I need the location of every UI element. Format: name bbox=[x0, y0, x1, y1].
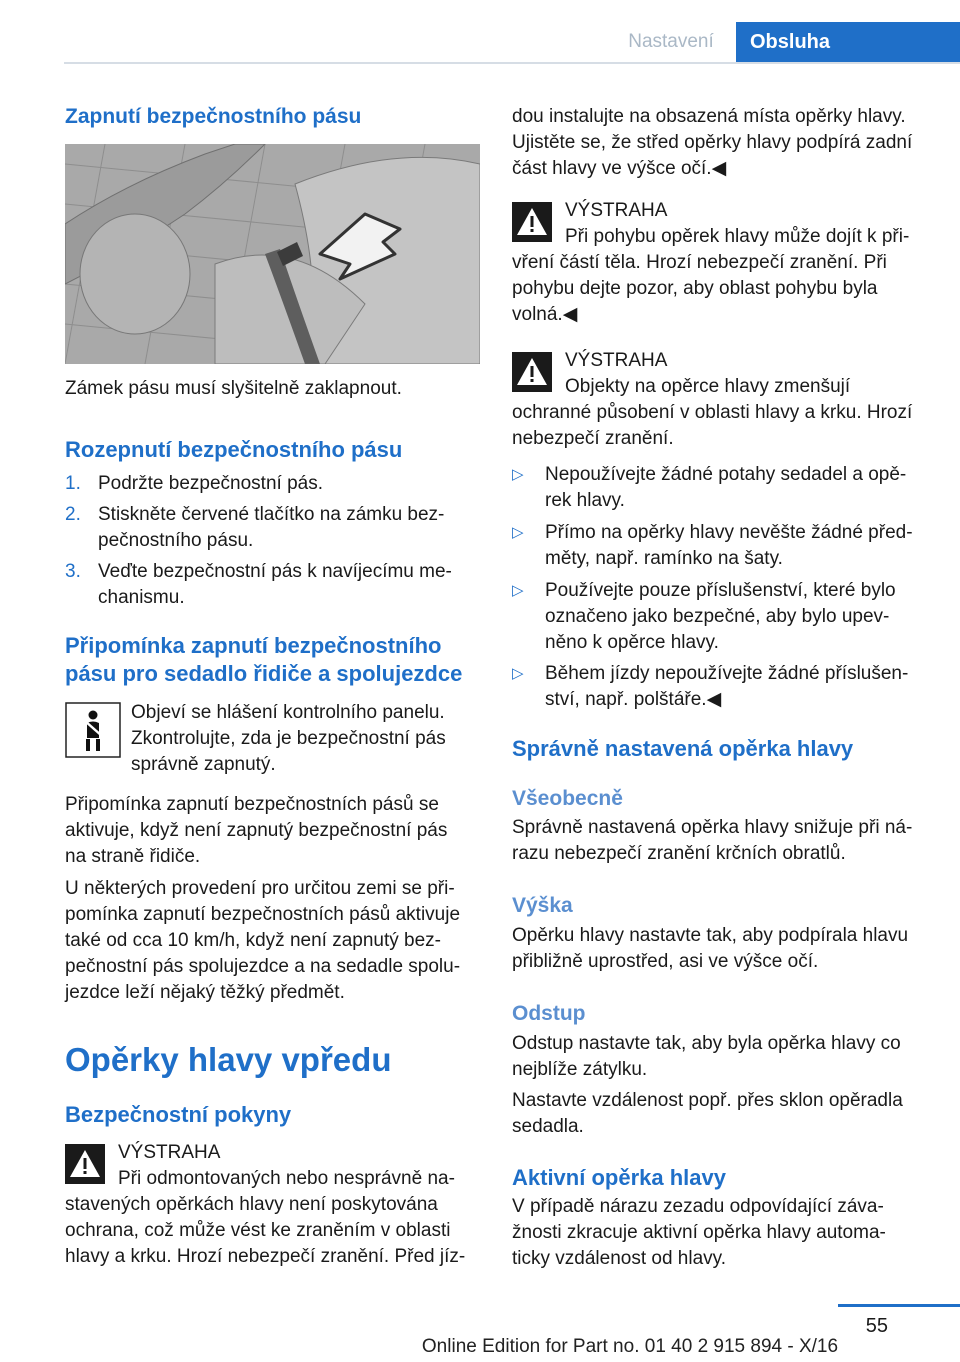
step-number: 1. bbox=[65, 473, 81, 494]
warning-triangle-icon bbox=[512, 202, 552, 242]
caption-buckle: Zámek pásu musí slyšitelně zaklapnout. bbox=[65, 378, 402, 399]
heading-belt-reminder bbox=[65, 632, 480, 688]
step-number: 3. bbox=[65, 561, 81, 582]
paragraph-height bbox=[512, 923, 932, 975]
paragraph-line: Ujistěte se, že střed opěrky hlavy podpírá zadní bbox=[512, 132, 913, 153]
heading-correct-headrest: Správně nastavená opěrka hlavy bbox=[512, 736, 854, 761]
bullet-triangle-icon: ▷ bbox=[512, 582, 524, 599]
bullet-triangle-icon: ▷ bbox=[512, 466, 524, 483]
bullet-triangle-icon: ▷ bbox=[512, 524, 524, 541]
warning-line: Při odmontovaných nebo nesprávně na‐ bbox=[118, 1168, 455, 1189]
bullet-item bbox=[512, 462, 932, 514]
step-text: chanismu. bbox=[98, 587, 185, 608]
warning-line: hlavy a krku. Hrozí nebezpečí zranění. Před jíz‐ bbox=[65, 1246, 466, 1267]
paragraph-line: také od cca 10 km/h, když není zapnutý bez‐ bbox=[65, 930, 441, 951]
paragraph-line: Odstup nastavte tak, aby byla opěrka hlavy co bbox=[512, 1033, 901, 1054]
seatbelt-buckle-photo bbox=[65, 144, 480, 364]
step-text: Veďte bezpečnostní pás k navíjecímu me‐ bbox=[98, 561, 452, 582]
heading-active-headrest: Aktivní opěrka hlavy bbox=[512, 1165, 726, 1190]
paragraph-line: V případě nárazu zezadu odpovídající záva‐ bbox=[512, 1196, 884, 1217]
heading-front-headrests: Opěrky hlavy vpředu bbox=[65, 1041, 392, 1078]
warning-line: volná.◀ bbox=[512, 304, 578, 325]
footer-edition: Online Edition for Part no. 01 40 2 915 894 - X/16 bbox=[421, 1336, 839, 1357]
bullet-text: Používejte pouze příslušenství, které bylo bbox=[545, 580, 896, 601]
paragraph-line: pomínka zapnutí bezpečnostních pásů aktivuje bbox=[65, 904, 461, 925]
heading-line: Připomínka zapnutí bezpečnostního bbox=[65, 633, 442, 658]
paragraph-line: dou instalujte na obsazená místa opěrky hlavy. bbox=[512, 106, 906, 127]
seatbelt-warning-icon bbox=[65, 702, 121, 758]
step-3 bbox=[65, 559, 480, 611]
paragraph-reminder-driver bbox=[65, 792, 480, 870]
warning-line: ochranné působení v oblasti hlavy a krku. Hrozí bbox=[512, 402, 913, 423]
bullet-text: Během jízdy nepoužívejte žádné příslušen‐ bbox=[545, 663, 909, 684]
bullet-text: Nepoužívejte žádné potahy sedadel a opě‐ bbox=[545, 464, 907, 485]
page-number: 55 bbox=[865, 1315, 888, 1337]
seatbelt-illustration bbox=[65, 144, 480, 364]
heading-safety-notes: Bezpečnostní pokyny bbox=[65, 1102, 292, 1127]
step-text: Stiskněte červené tlačítko na zámku bez‐ bbox=[98, 504, 445, 525]
warning-triangle-icon bbox=[65, 1144, 105, 1184]
icon-text: Zkontrolujte, zda je bezpečnostní pás bbox=[131, 728, 446, 749]
icon-text: správně zapnutý. bbox=[131, 754, 276, 775]
warning-title: VÝSTRAHA bbox=[565, 200, 668, 221]
bullet-text: ství, např. polštáře.◀ bbox=[545, 689, 722, 710]
tab-nastaveni[interactable]: Nastavení bbox=[606, 22, 736, 62]
heading-height: Výška bbox=[512, 894, 573, 917]
warning-block-1 bbox=[65, 1140, 480, 1270]
header-divider bbox=[64, 62, 960, 64]
paragraph-distance-2 bbox=[512, 1088, 932, 1140]
paragraph-line: žnosti zkracuje aktivní opěrka hlavy automa‐ bbox=[512, 1222, 886, 1243]
warning-line: ochrana, což může vést ke zraněním v oblasti bbox=[65, 1220, 451, 1241]
paragraph-line: aktivuje, když není zapnutý bezpečnostní pás bbox=[65, 820, 448, 841]
warning-line: Objekty na opěrce hlavy zmenšují bbox=[565, 376, 851, 397]
step-number: 2. bbox=[65, 504, 81, 525]
bullet-item bbox=[512, 520, 932, 572]
footer-accent-rule bbox=[838, 1304, 960, 1307]
warning-triangle-icon bbox=[512, 352, 552, 392]
paragraph-line: část hlavy ve výšce očí.◀ bbox=[512, 158, 727, 179]
warning-block-2 bbox=[512, 198, 932, 328]
paragraph-line: Nastavte vzdálenost popř. přes sklon opěradla bbox=[512, 1090, 903, 1111]
step-text: pečnostního pásu. bbox=[98, 530, 254, 551]
warning-line: pohybu dejte pozor, aby oblast pohybu byla bbox=[512, 278, 878, 299]
step-1 bbox=[65, 471, 480, 497]
paragraph-line: pečnostní pás spolujezdce a na sedadle spolu‐ bbox=[65, 956, 461, 977]
warning-title: VÝSTRAHA bbox=[118, 1142, 221, 1163]
paragraph-reminder-passenger bbox=[65, 876, 480, 1006]
bullet-text: označeno jako bezpečné, aby bylo upev‐ bbox=[545, 606, 890, 627]
bullet-item bbox=[512, 578, 932, 656]
warning-title: VÝSTRAHA bbox=[565, 350, 668, 371]
warning-line: Při pohybu opěrek hlavy může dojít k při‐ bbox=[565, 226, 910, 247]
icon-text: Objeví se hlášení kontrolního panelu. bbox=[131, 702, 445, 723]
paragraph-line: U některých provedení pro určitou zemi se při‐ bbox=[65, 878, 455, 899]
step-2 bbox=[65, 502, 480, 554]
paragraph-line: nejblíže zátylku. bbox=[512, 1059, 648, 1080]
paragraph-line: sedadla. bbox=[512, 1116, 584, 1137]
paragraph-line: na straně řidiče. bbox=[65, 846, 201, 867]
heading-line: pásu pro sedadlo řidiče a spolujezdce bbox=[65, 661, 463, 686]
warning-line: stavených opěrkách hlavy není poskytována bbox=[65, 1194, 438, 1215]
heading-fasten-belt: Zapnutí bezpečnostního pásu bbox=[65, 105, 362, 128]
heading-general: Všeobecně bbox=[512, 787, 623, 810]
warning-block-3 bbox=[512, 348, 932, 452]
paragraph-line: přibližně uprostřed, asi ve výšce očí. bbox=[512, 951, 819, 972]
paragraph-line: Opěrku hlavy nastavte tak, aby podpírala hlavu bbox=[512, 925, 909, 946]
bullet-text: rek hlavy. bbox=[545, 490, 625, 511]
warning-line: nebezpečí zranění. bbox=[512, 428, 674, 449]
seatbelt-warning-block bbox=[65, 700, 480, 775]
bullet-triangle-icon: ▷ bbox=[512, 665, 524, 682]
paragraph-distance-1 bbox=[512, 1031, 932, 1083]
heading-unfasten-belt: Rozepnutí bezpečnostního pásu bbox=[65, 437, 403, 462]
paragraph-general bbox=[512, 815, 932, 867]
bullet-text: měty, např. ramínko na šaty. bbox=[545, 548, 783, 569]
paragraph-line: ticky vzdálenost od hlavy. bbox=[512, 1248, 727, 1269]
warning-line: vření částí těla. Hrozí nebezpečí zranění. Při bbox=[512, 252, 887, 273]
bullet-item bbox=[512, 661, 932, 713]
step-text: Podržte bezpečnostní pás. bbox=[98, 473, 323, 494]
paragraph-continued bbox=[512, 104, 932, 182]
paragraph-line: jezdce leží nějaký těžký předmět. bbox=[65, 982, 345, 1003]
paragraph-line: razu nebezpečí zranění krčních obratlů. bbox=[512, 843, 846, 864]
paragraph-line: Připomínka zapnutí bezpečnostních pásů se bbox=[65, 794, 439, 815]
paragraph-active-headrest bbox=[512, 1194, 932, 1272]
bullet-text: Přímo na opěrky hlavy nevěšte žádné před‐ bbox=[545, 522, 913, 543]
bullet-text: něno k opěrce hlavy. bbox=[545, 632, 719, 653]
paragraph-line: Správně nastavená opěrka hlavy snižuje při ná‐ bbox=[512, 817, 913, 838]
heading-distance: Odstup bbox=[512, 1002, 586, 1025]
tab-obsluha[interactable]: Obsluha bbox=[736, 22, 960, 62]
